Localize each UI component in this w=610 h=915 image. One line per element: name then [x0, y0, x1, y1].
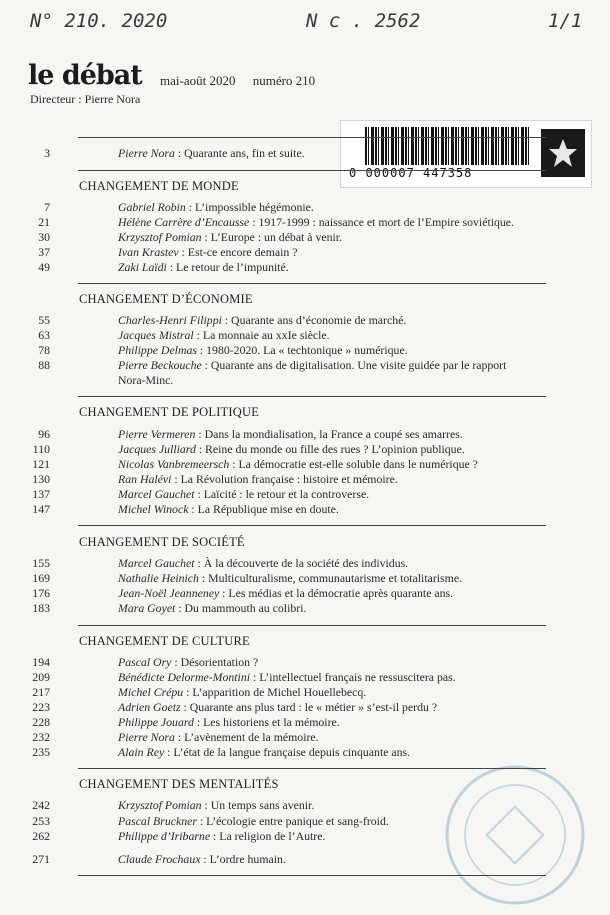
section-heading: CHANGEMENT DE MONDE — [79, 179, 239, 193]
entry-author: Pierre Nora — [118, 146, 175, 160]
entry-text — [118, 601, 550, 616]
page-number: 121 — [32, 457, 50, 471]
entry-text — [118, 745, 550, 760]
page-number: 30 — [38, 230, 50, 244]
page-number: 194 — [32, 655, 50, 669]
entry-text — [118, 700, 550, 715]
entry-text — [118, 487, 550, 502]
entry-title: : L’Europe : un débat à venir. — [201, 230, 343, 244]
page-number: 137 — [32, 487, 50, 501]
page-number: 147 — [32, 502, 50, 516]
entry-title: : Est-ce encore demain ? — [178, 245, 298, 259]
divider — [78, 525, 546, 526]
issue-date: mai-août 2020 — [160, 73, 236, 88]
section-heading: CHANGEMENT DE CULTURE — [79, 634, 250, 648]
page-number: 228 — [32, 715, 50, 729]
page-number: 78 — [38, 343, 50, 357]
entry-title: : La République mise en doute. — [188, 502, 339, 516]
page-number: 155 — [32, 556, 50, 570]
masthead-logo — [28, 60, 142, 91]
entry-author: Philippe Jouard — [118, 715, 194, 729]
entry-text — [118, 343, 550, 358]
entry-title: : Laïcité : le retour et la controverse. — [194, 487, 370, 501]
page-number: 262 — [32, 829, 50, 843]
entry-text — [118, 829, 550, 844]
page-number: 96 — [38, 427, 50, 441]
entry-text — [118, 457, 550, 472]
entry-title: : L’intellectuel français ne ressuscitera pas. — [250, 670, 456, 684]
handwritten-page-count: 1/1 — [548, 10, 583, 32]
page-number: 223 — [32, 700, 50, 714]
entry-author: Ivan Krastev — [118, 245, 179, 259]
page-number: 88 — [38, 358, 50, 372]
entry-text — [118, 685, 550, 700]
entry-text — [118, 260, 550, 275]
entry-author: Pascal Bruckner — [118, 814, 197, 828]
section-heading: CHANGEMENT D’ÉCONOMIE — [79, 292, 253, 306]
entry-title: : Le retour de l’impunité. — [166, 260, 289, 274]
entry-title: : La religion de l’Autre. — [210, 829, 326, 843]
entry-title: : L’ordre humain. — [200, 852, 286, 866]
entry-author: Michel Winock — [118, 502, 189, 516]
page-number: 21 — [38, 215, 50, 229]
entry-title: : L’écologie entre panique et sang-froid. — [196, 814, 389, 828]
entry-author: Adrien Goetz — [118, 700, 181, 714]
page-number: 217 — [32, 685, 50, 699]
section-heading: CHANGEMENT DE POLITIQUE — [79, 405, 260, 419]
entry-title: : Quarante ans d’économie de marché. — [221, 313, 407, 327]
entry-author: Jacques Julliard — [118, 442, 196, 456]
entry-text — [118, 798, 550, 813]
page-number: 235 — [32, 745, 50, 759]
logo-text: le débat — [28, 60, 142, 91]
entry-text — [118, 215, 550, 230]
entry-text — [118, 655, 550, 670]
entry-author: Philippe d’Iribarne — [118, 829, 211, 843]
page-number: 63 — [38, 328, 50, 342]
entry-author: Charles-Henri Filippi — [118, 313, 222, 327]
divider — [78, 170, 546, 171]
entry-text — [118, 852, 550, 867]
divider — [78, 283, 546, 284]
entry-author: Pascal Ory — [118, 655, 172, 669]
page-number: 176 — [32, 586, 50, 600]
divider — [78, 768, 546, 769]
entry-text — [118, 442, 550, 457]
entry-author: Pierre Nora — [118, 730, 175, 744]
entry-title: : Dans la mondialisation, la France a coupé ses amarres. — [195, 427, 463, 441]
entry-title: : 1917-1999 : naissance et mort de l’Empire soviétique. — [249, 215, 514, 229]
entry-title: : Quarante ans de digitalisation. Une visite guidée par le rapport — [201, 358, 507, 372]
entry-text — [118, 556, 550, 571]
issue-info — [160, 73, 329, 89]
entry-title: : Reine du monde ou fille des rues ? L’opinion publique. — [195, 442, 465, 456]
entry-author: Marcel Gauchet — [118, 556, 195, 570]
entry-author: Nathalie Heinich — [118, 571, 199, 585]
entry-title: : Multiculturalisme, communautarisme et totalitarisme. — [198, 571, 463, 585]
entry-text — [118, 230, 550, 245]
entry-text — [118, 715, 550, 730]
entry-title: : Quarante ans plus tard : le « métier » s’est-il perdu ? — [180, 700, 438, 714]
entry-author: Ran Halévi — [118, 472, 172, 486]
entry-text — [118, 502, 550, 517]
divider — [78, 875, 546, 876]
page-number: 242 — [32, 798, 50, 812]
entry-title: : Les historiens et la mémoire. — [193, 715, 340, 729]
barcode-digits: 0 000007 447358 — [349, 166, 473, 180]
entry-title: : Un temps sans avenir. — [201, 798, 315, 812]
page-number: 130 — [32, 472, 50, 486]
entry-title: : La démocratie est-elle soluble dans le numérique ? — [229, 457, 478, 471]
entry-title: : L’état de la langue française depuis cinquante ans. — [164, 745, 411, 759]
section-heading: CHANGEMENT DE SOCIÉTÉ — [79, 535, 245, 549]
entry-title: : À la découverte de la société des individus. — [194, 556, 409, 570]
entry-title: : Désorientation ? — [171, 655, 259, 669]
page-number: 7 — [44, 200, 50, 214]
entry-author: Pierre Beckouche — [118, 358, 202, 372]
entry-author: Krzysztof Pomian — [118, 230, 202, 244]
page-number: 253 — [32, 814, 50, 828]
entry-author: Jean-Noël Jeanneney — [118, 586, 220, 600]
entry-text — [118, 472, 550, 487]
entry-text — [118, 146, 550, 161]
entry-title: : L’avènement de la mémoire. — [174, 730, 319, 744]
page-number: 55 — [38, 313, 50, 327]
page-number: 49 — [38, 260, 50, 274]
page-number: 183 — [32, 601, 50, 615]
entry-title: : La Révolution française : histoire et mémoire. — [171, 472, 398, 486]
entry-title: : L’impossible hégémonie. — [185, 200, 314, 214]
page-number: 271 — [32, 852, 50, 866]
entry-author: Marcel Gauchet — [118, 487, 195, 501]
entry-author: Alain Rey — [118, 745, 165, 759]
issue-number: numéro 210 — [252, 73, 316, 88]
entry-author: Jacques Mistral — [118, 328, 194, 342]
entry-author: Hélène Carrère d’Encausse — [118, 215, 250, 229]
entry-author: Claude Frochaux — [118, 852, 201, 866]
entry-author: Nicolas Vanbremeersch — [118, 457, 230, 471]
entry-author: Zaki Laïdi — [118, 260, 167, 274]
handwritten-reference-note: N c . 2562 — [306, 10, 421, 32]
entry-text — [118, 571, 550, 586]
entry-author: Bénédicte Delorme-Montini — [118, 670, 251, 684]
entry-title: : La monnaie au xxIe siècle. — [193, 328, 330, 342]
entry-author: Gabriel Robin — [118, 200, 186, 214]
entry-text — [118, 200, 550, 215]
entry-title: : L’apparition de Michel Houellebecq. — [183, 685, 367, 699]
entry-text — [118, 427, 550, 442]
divider — [78, 396, 546, 397]
entry-author: Mara Goyet — [118, 601, 176, 615]
entry-author: Philippe Delmas — [118, 343, 197, 357]
page-number: 169 — [32, 571, 50, 585]
divider — [78, 137, 546, 138]
section-heading: CHANGEMENT DES MENTALITÉS — [79, 777, 279, 791]
entry-text — [118, 328, 550, 343]
handwritten-issue-note: N° 210. 2020 — [30, 10, 168, 32]
entry-title: : 1980-2020. La « techtonique » numérique. — [196, 343, 408, 357]
page-number: 110 — [32, 442, 50, 456]
page-number: 209 — [32, 670, 50, 684]
divider — [78, 625, 546, 626]
entry-title: : Quarante ans, fin et suite. — [174, 146, 305, 160]
director-line: Directeur : Pierre Nora — [30, 92, 141, 106]
page-number: 3 — [44, 146, 50, 160]
entry-title-continued: Nora-Minc. — [118, 373, 174, 387]
entry-text — [118, 586, 550, 601]
entry-text — [118, 814, 550, 829]
entry-text — [118, 730, 550, 745]
entry-title: : Du mammouth au colibri. — [175, 601, 307, 615]
page-number: 37 — [38, 245, 50, 259]
page-number: 232 — [32, 730, 50, 744]
entry-title: : Les médias et la démocratie après quarante ans. — [219, 586, 454, 600]
entry-text — [118, 245, 550, 260]
entry-author: Pierre Vermeren — [118, 427, 196, 441]
entry-text — [118, 313, 550, 328]
entry-author: Michel Crépu — [118, 685, 184, 699]
entry-text — [118, 358, 550, 388]
entry-author: Krzysztof Pomian — [118, 798, 202, 812]
entry-text — [118, 670, 550, 685]
